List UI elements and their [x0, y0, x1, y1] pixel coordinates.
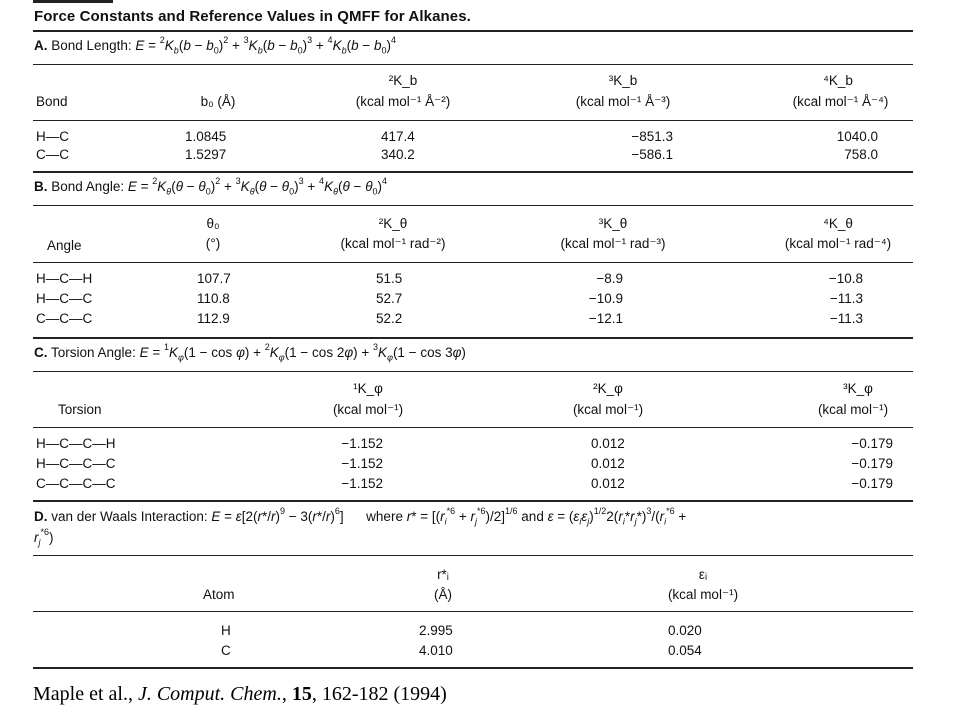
table-cell: 0.012 [591, 436, 625, 451]
col-header-epsilon-unit: (kcal mol⁻¹) [667, 587, 739, 602]
table-cell: 0.012 [591, 476, 625, 491]
table-cell: C—C [36, 147, 69, 162]
table-cell: 52.7 [376, 291, 403, 306]
col-header-4ktheta: ⁴K_θ [823, 216, 853, 231]
col-header-4ktheta-unit: (kcal mol⁻¹ rad⁻⁴) [784, 236, 892, 251]
table-cell: 417.4 [381, 129, 415, 144]
col-header-1kphi-unit: (kcal mol⁻¹) [332, 402, 404, 417]
table-cell: C—C—C—C [36, 476, 116, 491]
col-header-3kb: ³K_b [608, 73, 638, 88]
table-cell: H—C—H [36, 271, 93, 286]
table-cell: 2.995 [419, 623, 453, 638]
col-header-3kphi-unit: (kcal mol⁻¹) [817, 402, 889, 417]
table-cell: 0.012 [591, 456, 625, 471]
rule [33, 337, 913, 339]
rule [33, 171, 913, 173]
col-header-stub: Bond [36, 94, 68, 109]
table-cell: −10.8 [828, 271, 863, 286]
section-c-header: C. Torsion Angle: $E = ^1K_\varphi(1 - \cos \varphi) + ^2K_\varphi(1 - \cos 2\varphi) + ^3K_\varphi(1 - \cos 3\varphi)$ [34, 342, 466, 363]
table-cell: −10.9 [588, 291, 623, 306]
section-d-header: D. van der Waals Interaction: $E = \varepsilon[2(r*/r)^9 - 3(r*/r)^6]$ where $r* = [(r_i^{*6} + r_j^{*6})/2]^{1/6}$ and $\varepsilon = (\varepsilon_i\varepsilon_j)^{1/2}2(r_i*r_j*)^3/(r_i^{*6}$ + [34, 506, 687, 527]
rule [33, 667, 913, 669]
col-header-2kphi: ²K_φ [593, 381, 623, 396]
table-cell: H [221, 623, 231, 638]
rule [33, 205, 913, 206]
col-header-theta0-unit: (°) [205, 236, 221, 251]
table-cell: −0.179 [851, 436, 893, 451]
table-cell: H—C—C—C [36, 456, 116, 471]
col-header-4kb: ⁴K_b [823, 73, 853, 88]
table-cell: 1040.0 [836, 129, 878, 144]
table-cell: −586.1 [631, 147, 673, 162]
col-header-3ktheta: ³K_θ [598, 216, 628, 231]
table-cell: −8.9 [596, 271, 623, 286]
col-header-rstar: r*ᵢ [437, 567, 449, 582]
col-header-2kphi-unit: (kcal mol⁻¹) [572, 402, 644, 417]
table-cell: 1.0845 [185, 129, 227, 144]
table-cell: −11.3 [829, 291, 863, 306]
col-header-theta0: θ₀ [206, 216, 220, 231]
col-header-2ktheta-unit: (kcal mol⁻¹ rad⁻²) [340, 236, 446, 251]
col-header-3kb-unit: (kcal mol⁻¹ Å⁻³) [575, 94, 671, 109]
table-cell: 112.9 [197, 311, 230, 326]
table-cell: 758.0 [844, 147, 878, 162]
rule [33, 611, 913, 612]
table-cell: −1.152 [341, 456, 383, 471]
rule [33, 427, 913, 428]
col-header-3kphi: ³K_φ [843, 381, 873, 396]
table-cell: 0.020 [668, 623, 702, 638]
table-cell: 107.7 [197, 271, 231, 286]
rule [33, 120, 913, 121]
table-cell: −0.179 [851, 476, 893, 491]
table-cell: −0.179 [851, 456, 893, 471]
rule [33, 500, 913, 502]
table-figure [33, 0, 913, 720]
table-cell: −11.3 [829, 311, 863, 326]
rule [33, 262, 913, 263]
section-b-header: B. Bond Angle: $E = ^2K_\theta(\theta - \theta_0)^2 + ^3K_\theta(\theta - \theta_0)^3 + ^4K_\theta(\theta - \theta_0)^4$ [34, 176, 388, 197]
table-cell: H—C [36, 129, 69, 144]
rule [33, 555, 913, 556]
col-header-1kphi: ¹K_φ [353, 381, 383, 396]
citation: Maple et al., J. Comput. Chem., 15, 162-182 (1994) [33, 683, 447, 705]
rule [33, 64, 913, 65]
col-header-stub: Angle [47, 238, 82, 253]
table-cell: C—C—C [36, 311, 93, 326]
table-cell: 110.8 [197, 291, 230, 306]
table-cell: 4.010 [419, 643, 453, 658]
table-cell: C [221, 643, 231, 658]
table-title: Force Constants and Reference Values in QMFF for Alkanes. [34, 8, 471, 25]
table-cell: H—C—C—H [36, 436, 116, 451]
rule [33, 30, 913, 32]
table-cell: −851.3 [631, 129, 673, 144]
col-header-3ktheta-unit: (kcal mol⁻¹ rad⁻³) [560, 236, 666, 251]
col-header-2kb-unit: (kcal mol⁻¹ Å⁻²) [355, 94, 451, 109]
col-header-4kb-unit: (kcal mol⁻¹ Å⁻⁴) [792, 94, 889, 109]
table-cell: −1.152 [341, 476, 383, 491]
rule [33, 371, 913, 372]
col-header-2ktheta: ²K_θ [378, 216, 408, 231]
top-rule-fragment [33, 0, 113, 3]
col-header-epsilon: εᵢ [698, 567, 708, 582]
table-cell: 340.2 [381, 147, 415, 162]
col-header-stub: Atom [203, 587, 235, 602]
table-cell: 51.5 [376, 271, 403, 286]
col-header-rstar-unit: (Å) [434, 587, 452, 602]
table-cell: 0.054 [668, 643, 702, 658]
section-a-header: A. Bond Length: $E = ^2K_b(b - b_0)^2 + ^3K_b(b - b_0)^3 + ^4K_b(b - b_0)^4$ [34, 35, 397, 56]
col-header-b0: b₀ (Å) [200, 94, 236, 109]
table-cell: 1.5297 [185, 147, 227, 162]
table-cell: H—C—C [36, 291, 93, 306]
section-d-header-cont: $r_j^{*6}$) [34, 527, 54, 548]
col-header-stub: Torsion [58, 402, 102, 417]
table-cell: −12.1 [588, 311, 623, 326]
col-header-2kb: ²K_b [388, 73, 418, 88]
table-cell: 52.2 [376, 311, 403, 326]
table-cell: −1.152 [341, 436, 383, 451]
